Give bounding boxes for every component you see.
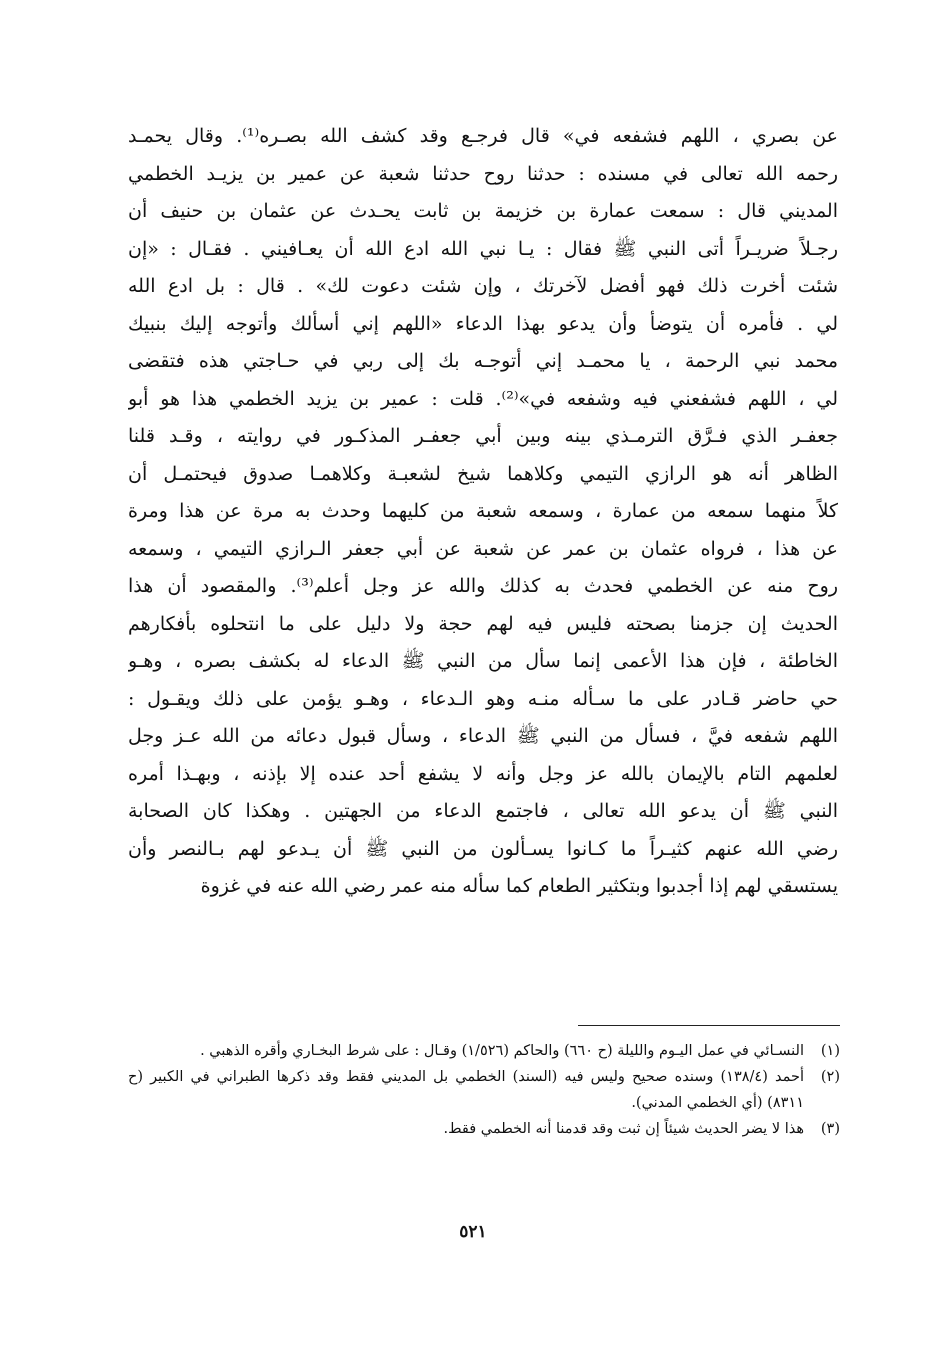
text-line: الخاطئة ، فإن هذا الأعمى إنما سأل من النبي ﷺ الدعاء له بكشف بصره ، وهـو: [128, 650, 838, 672]
text-line: حي حاضر قـادر على ما سـأله منـه وهو الـدعاء ، وهـو يؤمن على ذلك ويقـول :: [128, 687, 838, 710]
text-line: رجـلاً ضريـراً أتى النبي ﷺ فقال : يـا نبي الله ادع الله أن يعـافيني . فقـال : «إن: [128, 237, 838, 260]
page-number: ٥٢١: [459, 1222, 487, 1242]
text-line: رحمه الله تعالى في مسنده : حدثنا روح حدثنا شعبة عن عمير بن يزيـد الخطمي: [128, 162, 838, 185]
text-line: شئت أخرت ذلك فهو أفضل لآخرتك ، وإن شئت دعوت لك» . قال : بل ادع الله: [128, 275, 838, 297]
text-line: يستسقي لهم إذا أجدبوا وبتكثير الطعام كما سأله منه عمر رضي الله عنه في غزوة: [200, 875, 838, 897]
footnote-number: (٢): [820, 1069, 840, 1085]
footnote-number: (١): [820, 1043, 840, 1059]
text-line: عن هذا ، فرواه عثمان بن عمر عن شعبة عن أبي جعفر الـرازي التيمي ، وسمعه: [128, 537, 838, 560]
footnote-separator: [578, 1025, 840, 1026]
text-line: لي ، اللهم فشفعني فيه وشفعه في»⁽²⁾. قلت : عمير بن يزيد الخطمي هذا هو أبو: [128, 387, 838, 410]
text-line: لعلمهم التام بالإيمان بالله عز وجل وأنه لا يشفع أحد عنده إلا بإذنه ، وبهـذا أمره: [128, 762, 838, 785]
text-line: روح منه عن الخطمي فحدث به كذلك والله عز وجل أعلم⁽³⁾. والمقصود أن هذا: [128, 575, 838, 597]
text-line: اللهم شفعه فيَّ ، فسأل من النبي ﷺ الدعاء ، وسأل قبول دعائه من الله عـز وجل: [128, 725, 838, 747]
text-line: محمد نبي الرحمة ، يا محمـد إني أتوجـه بك إلى ربي في حـاجتي هذه فتقضى: [128, 350, 838, 372]
footnote-text: هذا لا يضر الحديث شيئاً إن ثبت وقد قدمنا أنه الخطمي فقط.: [443, 1121, 804, 1137]
footnote: [128, 1064, 840, 1116]
footnote-text: النسـائي في عمل اليـوم والليلة (ح ٦٦٠) والحاكم (١/٥٢٦) وقـال : على شرط البخـاري وأقره الذهبي .: [200, 1043, 804, 1059]
footnote-text: أحمد (١٣٨/٤) وسنده صحيح وليس فيه (السند) الخطمي بل المديني فقط وقد ذكرها الطبراني في الكبير (ح ٨٣١١) (أي الخطمي المدني).: [128, 1069, 804, 1111]
text-line: لي . فأمره أن يتوضأ وأن يدعو بهذا الدعاء «اللهم إني أسألك وأتوجه إليك بنبيك: [128, 312, 838, 335]
text-line: المديني قال : سمعت عمارة بن خزيمة بن ثابت يحـدث عن عثمان بن حنيف أن: [128, 200, 838, 222]
text-line: رضي الله عنهم كثيـراً ما كـانوا يسـألون من النبي ﷺ أن يـدعو لهم بـالنصر وأن: [128, 837, 838, 860]
text-line: جعفـر الذي فـرَّق الترمـذي بينه وبين أبي جعفـر المذكـور في روايته ، وقـد قلنا: [128, 425, 838, 447]
text-line: عن بصري ، اللهم فشفعه في» قال فرجـع وقد كشف الله بصـره⁽¹⁾. وقال يحمـد: [128, 125, 838, 147]
footnote: [128, 1038, 840, 1064]
main-text-block: [128, 118, 838, 906]
text-line: النبي ﷺ أن يدعو الله تعالى ، فاجتمع الدعاء من الجهتين . وهكذا كان الصحابة: [128, 800, 838, 822]
footnote-number: (٣): [820, 1121, 840, 1137]
footnotes-block: [128, 1038, 840, 1142]
text-line: الحديث إن جزمنا بصحته فليس فيه لهم حجة ولا دليل على ما انتحلوه بأفكارهم: [128, 612, 838, 635]
text-line: كلاً منهما سمعه من عمارة ، وسمعه شعبة من كليهما وحدث به مرة عن هذا ومرة: [128, 500, 838, 522]
footnote: [128, 1116, 840, 1142]
text-line: الظاهر أنه هو الرازي التيمي وكلاهما شيخ لشعبـة وكلاهمـا صدوق فيحتمـل أن: [128, 462, 838, 485]
